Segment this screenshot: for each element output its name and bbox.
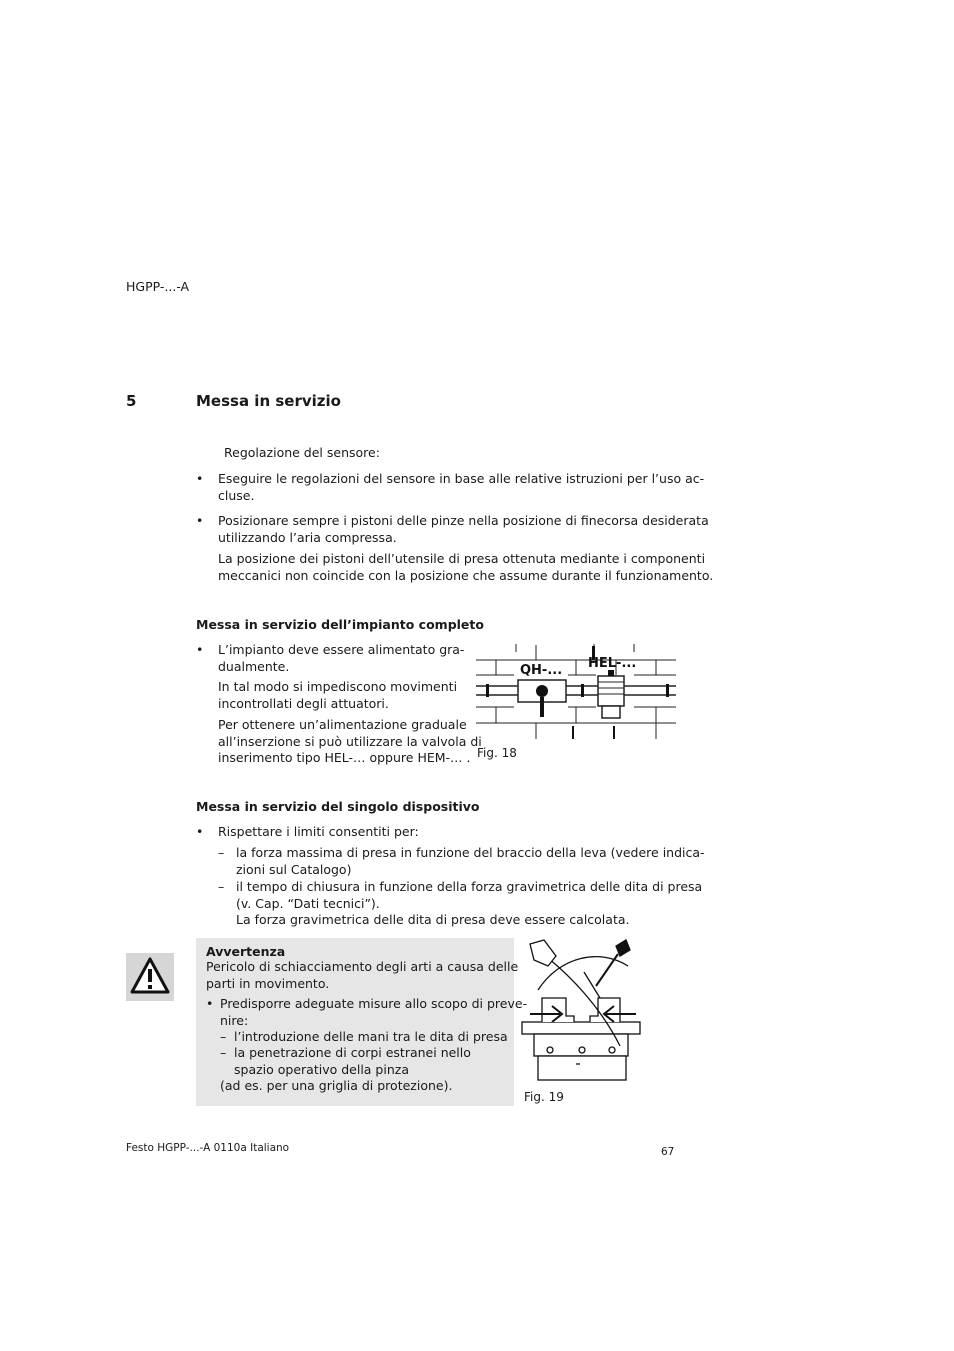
warning-icon-box	[126, 953, 174, 1001]
intro-bullet-1: Eseguire le regolazioni del sensore in base alle relative istruzioni per l’uso ac- cluse.	[218, 471, 705, 503]
intro-bullet-2: Posizionare sempre i pistoni delle pinze nella posizione di finecorsa desiderata utilizzando l’aria compressa.	[218, 513, 709, 545]
section-title: Messa in servizio	[196, 392, 341, 410]
warning-title: Avvertenza	[206, 944, 286, 959]
system-para-1: In tal modo si impediscono movimenti incontrollati degli attuatori.	[218, 679, 458, 711]
warning-tail: (ad es. per una griglia di protezione).	[220, 1078, 453, 1093]
figure-18-diagram	[476, 642, 676, 742]
figure-19-caption: Fig. 19	[524, 1090, 564, 1104]
warning-dash-2: la penetrazione di corpi estranei nello spazio operativo della pinza	[234, 1045, 471, 1077]
section-number: 5	[126, 392, 137, 410]
intro-label: Regolazione del sensore:	[224, 445, 380, 460]
bullet-symbol: •	[196, 642, 204, 657]
warning-dash-1: l’introduzione delle mani tra le dita di presa	[234, 1029, 508, 1044]
warning-bullet: Predisporre adeguate misure allo scopo di preve- nire:	[220, 996, 528, 1028]
footer-left: Festo HGPP-...-A 0110a Italiano	[126, 1142, 290, 1154]
single-heading: Messa in servizio del singolo dispositivo	[196, 799, 480, 814]
label-qh: QH-...	[520, 663, 563, 678]
label-hel: HEL-...	[588, 656, 637, 671]
single-bullet: Rispettare i limiti consentiti per:	[218, 824, 419, 839]
dash-symbol: –	[218, 879, 225, 894]
bullet-symbol: •	[196, 824, 204, 839]
dash-symbol: –	[218, 845, 225, 860]
bullet-symbol: •	[196, 471, 204, 486]
dash-symbol: –	[220, 1029, 227, 1044]
bullet-symbol: •	[196, 513, 204, 528]
intro-note: La posizione dei pistoni dell’utensile di presa ottenuta mediante i componenti meccanici non coincide con la posizione che assume durante il funzionamento.	[218, 551, 714, 583]
page-number: 67	[661, 1146, 675, 1158]
single-dash-2: il tempo di chiusura in funzione della forza gravimetrica delle dita di presa (v. Cap. “Dati tecnici”). La forza gravimetrica delle dita di presa deve essere calcolata.	[236, 879, 703, 928]
system-heading: Messa in servizio dell’impianto completo	[196, 617, 484, 632]
document-header: HGPP-...-A	[126, 279, 190, 294]
bullet-symbol: •	[206, 996, 214, 1011]
dash-symbol: –	[220, 1045, 227, 1060]
system-para-2: Per ottenere un’alimentazione graduale all’inserzione si può utilizzare la valvola di inserimento tipo HEL-… oppure HEM-… .	[218, 717, 482, 766]
single-dash-1: la forza massima di presa in funzione del braccio della leva (vedere indica- zioni sul Catalogo)	[236, 845, 705, 877]
warning-text: Pericolo di schiacciamento degli arti a causa delle parti in movimento.	[206, 959, 519, 991]
figure-19-diagram	[520, 936, 644, 1084]
system-bullet: L’impianto deve essere alimentato gra- dualmente.	[218, 642, 465, 674]
figure-18-caption: Fig. 18	[477, 746, 517, 760]
warning-triangle-icon	[130, 956, 170, 996]
